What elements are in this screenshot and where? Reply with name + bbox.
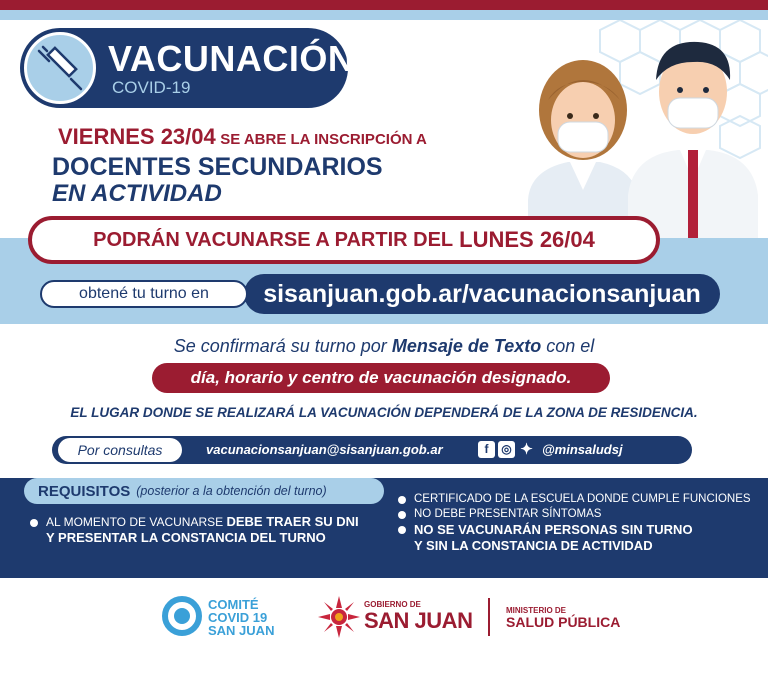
comite-logo-core bbox=[174, 608, 190, 624]
consultas-label: Por consultas bbox=[58, 438, 182, 462]
consultas-email[interactable]: vacunacionsanjuan@sisanjuan.gob.ar bbox=[206, 442, 443, 457]
requisito-dni-prefix: AL MOMENTO DE VACUNARSE bbox=[46, 515, 224, 529]
headline-target-sub: EN ACTIVIDAD bbox=[52, 180, 222, 207]
comite-logo-text bbox=[208, 598, 274, 637]
bullet-icon bbox=[398, 526, 406, 534]
ministerio-name: SALUD PÚBLICA bbox=[506, 614, 621, 630]
turno-label: obtené tu turno en bbox=[40, 280, 248, 308]
confirm-pill: día, horario y centro de vacunación designado. bbox=[152, 363, 610, 393]
vaccine-date-pill bbox=[28, 216, 660, 264]
headline-date bbox=[58, 124, 427, 150]
confirm-text bbox=[0, 336, 768, 357]
syringe-icon bbox=[27, 35, 93, 101]
bullet-icon bbox=[30, 519, 38, 527]
top-stripe-red bbox=[0, 0, 768, 10]
headline-date-big: VIERNES 23/04 bbox=[58, 124, 216, 149]
sun-logo-icon bbox=[318, 596, 360, 638]
footer-divider bbox=[488, 598, 490, 636]
badge-icon-circle bbox=[24, 32, 96, 104]
headline-date-small: SE ABRE LA INSCRIPCIÓN A bbox=[220, 131, 427, 148]
badge-title: VACUNACIÓN bbox=[108, 38, 355, 79]
social-handle[interactable]: @minsaludsj bbox=[542, 442, 623, 457]
bullet-icon bbox=[398, 511, 406, 519]
vaccine-date-text bbox=[32, 220, 656, 260]
requisitos-subtitle: (posterior a la obtención del turno) bbox=[136, 484, 327, 498]
requisito-dni bbox=[30, 514, 359, 546]
vaccine-date-prefix: PODRÁN VACUNARSE A PARTIR DEL bbox=[93, 228, 454, 251]
vaccine-date-value: LUNES 26/04 bbox=[459, 227, 595, 252]
turno-url[interactable]: sisanjuan.gob.ar/vacunacionsanjuan bbox=[244, 274, 720, 314]
ministerio-label: MINISTERIO DE bbox=[506, 606, 567, 615]
top-stripe-blue bbox=[0, 10, 768, 20]
twitter-icon[interactable]: ✦ bbox=[520, 441, 533, 458]
requisito-dni-bold1: DEBE TRAER SU DNI bbox=[226, 514, 359, 529]
confirm-bold: Mensaje de Texto bbox=[391, 336, 542, 356]
requisito-dni-bold2: Y PRESENTAR LA CONSTANCIA DEL TURNO bbox=[46, 530, 326, 545]
badge-subtitle: COVID-19 bbox=[112, 78, 191, 97]
comite-line3: SAN JUAN bbox=[208, 623, 275, 638]
requisitos-title: REQUISITOS bbox=[38, 482, 131, 500]
doctors-illustration bbox=[508, 30, 758, 242]
requisitos-header bbox=[24, 478, 384, 504]
confirm-part1: Se confirmará su turno por bbox=[173, 336, 387, 356]
comite-line2: COVID 19 bbox=[208, 610, 268, 625]
location-notice: EL LUGAR DONDE SE REALIZARÁ LA VACUNACIÓN DEPENDERÁ DE LA ZONA DE RESIDENCIA. bbox=[70, 405, 698, 420]
gobierno-name: SAN JUAN bbox=[364, 608, 473, 633]
confirm-part2: con el bbox=[546, 336, 595, 356]
requisito-sin-turno: NO SE VACUNARÁN PERSONAS SIN TURNO bbox=[414, 522, 693, 537]
comite-line1: COMITÉ bbox=[208, 597, 259, 612]
headline-target: DOCENTES SECUNDARIOS bbox=[52, 153, 383, 181]
social-icons bbox=[478, 441, 535, 458]
requisito-certificado: CERTIFICADO DE LA ESCUELA DONDE CUMPLE FUNCIONES bbox=[414, 493, 751, 505]
requisito-sintomas: NO DEBE PRESENTAR SÍNTOMAS bbox=[414, 508, 602, 520]
bullet-icon bbox=[398, 496, 406, 504]
facebook-icon[interactable]: f bbox=[478, 441, 495, 458]
gobierno-label: GOBIERNO DE bbox=[364, 600, 421, 609]
instagram-icon[interactable]: ◎ bbox=[498, 441, 515, 458]
requisitos-right bbox=[398, 492, 751, 554]
requisito-constancia: Y SIN LA CONSTANCIA DE ACTIVIDAD bbox=[414, 538, 653, 553]
